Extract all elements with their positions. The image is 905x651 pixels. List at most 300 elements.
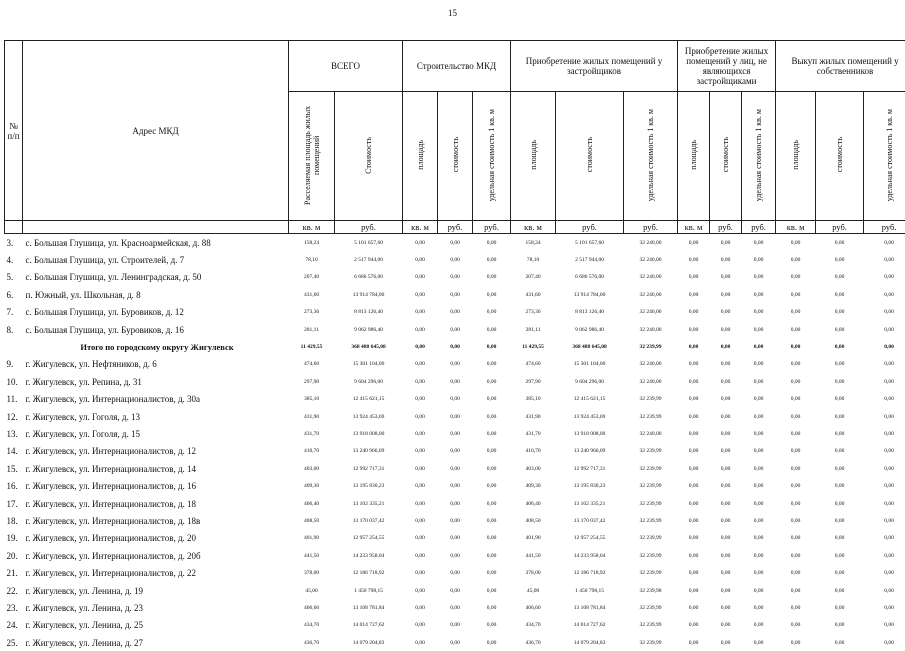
header-group-non-developers: Приобретение жилых помещений у лиц, не являющихся застройщиками bbox=[678, 41, 776, 92]
value-cell: 12 957 254,55 bbox=[335, 530, 403, 547]
value-cell: 0,00 bbox=[403, 408, 438, 425]
value-cell: 431,90 bbox=[511, 408, 556, 425]
value-cell: 0,00 bbox=[678, 617, 710, 634]
value-cell: 0,00 bbox=[678, 512, 710, 529]
value-cell: 0,00 bbox=[710, 617, 742, 634]
row-number: 9. bbox=[5, 356, 23, 373]
value-cell: 13 240 966,09 bbox=[335, 443, 403, 460]
value-cell: 32 239,99 bbox=[624, 477, 678, 494]
value-cell: 0,00 bbox=[403, 512, 438, 529]
value-cell: 436,70 bbox=[511, 634, 556, 651]
value-cell: 0,00 bbox=[710, 356, 742, 373]
value-cell: 0,00 bbox=[678, 373, 710, 390]
sub-header-cell bbox=[335, 92, 403, 221]
value-cell: 0,00 bbox=[776, 582, 816, 599]
value-cell: 0,00 bbox=[816, 547, 864, 564]
value-cell: 0,00 bbox=[403, 356, 438, 373]
value-cell: 0,00 bbox=[473, 564, 511, 581]
value-cell: 0,00 bbox=[864, 582, 905, 599]
value-cell: 0,00 bbox=[742, 286, 776, 303]
row-address: г. Жигулевск, ул. Интернационалистов, д. 18 bbox=[23, 495, 289, 512]
value-cell: 15 301 104,00 bbox=[335, 356, 403, 373]
unit-cell: руб. bbox=[438, 221, 473, 234]
value-cell: 0,00 bbox=[403, 547, 438, 564]
table-row bbox=[5, 460, 905, 477]
value-cell: 406,40 bbox=[289, 495, 335, 512]
value-cell: 0,00 bbox=[438, 512, 473, 529]
value-cell: 0,00 bbox=[438, 251, 473, 268]
value-cell: 6 686 576,00 bbox=[335, 269, 403, 286]
value-cell: 12 186 718,92 bbox=[335, 564, 403, 581]
row-number: 15. bbox=[5, 460, 23, 477]
value-cell: 0,00 bbox=[678, 530, 710, 547]
value-cell: 0,00 bbox=[742, 304, 776, 321]
value-cell: 0,00 bbox=[710, 477, 742, 494]
value-cell: 410,70 bbox=[289, 443, 335, 460]
value-cell: 0,00 bbox=[742, 564, 776, 581]
value-cell: 0,00 bbox=[473, 269, 511, 286]
value-cell: 0,00 bbox=[742, 582, 776, 599]
value-cell: 297,90 bbox=[289, 373, 335, 390]
unit-cell: кв. м bbox=[403, 221, 438, 234]
sub-header-label: Расселяемая площадь жилых помещений bbox=[303, 93, 321, 217]
value-cell: 378,00 bbox=[289, 564, 335, 581]
value-cell: 0,00 bbox=[864, 634, 905, 651]
value-cell: 273,36 bbox=[511, 304, 556, 321]
value-cell: 406,60 bbox=[511, 599, 556, 616]
value-cell: 1 450 798,15 bbox=[556, 582, 624, 599]
unit-cell: руб. bbox=[556, 221, 624, 234]
value-cell: 0,00 bbox=[438, 443, 473, 460]
table-row bbox=[5, 443, 905, 460]
value-cell: 0,00 bbox=[710, 269, 742, 286]
value-cell: 0,00 bbox=[678, 338, 710, 355]
resettlement-table bbox=[4, 40, 905, 651]
value-cell: 45,00 bbox=[511, 582, 556, 599]
value-cell: 32 239,99 bbox=[624, 547, 678, 564]
value-cell: 0,00 bbox=[438, 425, 473, 442]
value-cell: 9 062 986,40 bbox=[556, 321, 624, 338]
sub-header-label: удельная стоимость 1 кв. м bbox=[754, 109, 763, 201]
value-cell: 6 686 576,00 bbox=[556, 269, 624, 286]
row-number: 18. bbox=[5, 512, 23, 529]
row-address: г. Жигулевск, ул. Интернационалистов, д. 12 bbox=[23, 443, 289, 460]
value-cell: 0,00 bbox=[438, 634, 473, 651]
value-cell: 0,00 bbox=[678, 234, 710, 252]
value-cell: 0,00 bbox=[403, 321, 438, 338]
value-cell: 0,00 bbox=[403, 391, 438, 408]
value-cell: 0,00 bbox=[473, 338, 511, 355]
row-number: 23. bbox=[5, 599, 23, 616]
row-address: с. Большая Глушица, ул. Строителей, д. 7 bbox=[23, 251, 289, 268]
value-cell: 9 062 986,40 bbox=[335, 321, 403, 338]
row-address: г. Жигулевск, ул. Репина, д. 31 bbox=[23, 373, 289, 390]
value-cell: 0,00 bbox=[864, 356, 905, 373]
value-cell: 0,00 bbox=[816, 408, 864, 425]
value-cell: 0,00 bbox=[864, 460, 905, 477]
value-cell: 13 195 830,23 bbox=[335, 477, 403, 494]
value-cell: 9 604 296,00 bbox=[335, 373, 403, 390]
value-cell: 0,00 bbox=[776, 512, 816, 529]
unit-cell: руб. bbox=[864, 221, 905, 234]
row-address: г. Жигулевск, ул. Интернационалистов, д. 16 bbox=[23, 477, 289, 494]
value-cell: 0,00 bbox=[473, 391, 511, 408]
value-cell: 0,00 bbox=[742, 495, 776, 512]
value-cell: 0,00 bbox=[473, 443, 511, 460]
value-cell: 0,00 bbox=[742, 338, 776, 355]
value-cell: 431,60 bbox=[511, 286, 556, 303]
sub-header-cell bbox=[511, 92, 556, 221]
value-cell: 2 517 944,00 bbox=[556, 251, 624, 268]
value-cell: 14 079 204,83 bbox=[335, 634, 403, 651]
value-cell: 0,00 bbox=[473, 495, 511, 512]
sub-header-cell bbox=[473, 92, 511, 221]
row-number: 22. bbox=[5, 582, 23, 599]
value-cell: 0,00 bbox=[776, 460, 816, 477]
value-cell: 0,00 bbox=[678, 547, 710, 564]
value-cell: 0,00 bbox=[473, 617, 511, 634]
row-number: 7. bbox=[5, 304, 23, 321]
value-cell: 0,00 bbox=[742, 391, 776, 408]
value-cell: 0,00 bbox=[473, 477, 511, 494]
value-cell: 0,00 bbox=[678, 599, 710, 616]
value-cell: 0,00 bbox=[864, 373, 905, 390]
value-cell: 0,00 bbox=[403, 373, 438, 390]
value-cell: 13 914 784,00 bbox=[335, 286, 403, 303]
value-cell: 0,00 bbox=[438, 582, 473, 599]
value-cell: 0,00 bbox=[776, 391, 816, 408]
value-cell: 0,00 bbox=[864, 530, 905, 547]
value-cell: 32 239,99 bbox=[624, 443, 678, 460]
value-cell: 0,00 bbox=[678, 321, 710, 338]
value-cell: 431,70 bbox=[289, 425, 335, 442]
value-cell: 0,00 bbox=[710, 495, 742, 512]
value-cell: 0,00 bbox=[776, 286, 816, 303]
table-row bbox=[5, 251, 905, 268]
sub-header-cell bbox=[438, 92, 473, 221]
row-number: 25. bbox=[5, 634, 23, 651]
value-cell: 0,00 bbox=[864, 495, 905, 512]
header-group-developers: Приобретение жилых помещений у застройщиков bbox=[511, 41, 678, 92]
unit-cell: кв. м bbox=[289, 221, 335, 234]
value-cell: 0,00 bbox=[742, 321, 776, 338]
value-cell: 0,00 bbox=[403, 234, 438, 252]
header-address: Адрес МКД bbox=[23, 41, 289, 221]
value-cell: 0,00 bbox=[438, 304, 473, 321]
value-cell: 409,30 bbox=[289, 477, 335, 494]
value-cell: 32 239,99 bbox=[624, 512, 678, 529]
sub-header-label: стоимость bbox=[451, 137, 460, 172]
value-cell: 0,00 bbox=[710, 460, 742, 477]
value-cell: 0,00 bbox=[816, 234, 864, 252]
value-cell: 0,00 bbox=[742, 599, 776, 616]
value-cell: 0,00 bbox=[678, 582, 710, 599]
value-cell: 474,60 bbox=[511, 356, 556, 373]
total-row bbox=[5, 338, 905, 355]
value-cell: 13 102 335,21 bbox=[335, 495, 403, 512]
value-cell: 0,00 bbox=[710, 530, 742, 547]
value-cell: 0,00 bbox=[438, 269, 473, 286]
unit-cell: руб. bbox=[473, 221, 511, 234]
value-cell: 32 239,99 bbox=[624, 634, 678, 651]
value-cell: 0,00 bbox=[473, 373, 511, 390]
value-cell: 406,40 bbox=[511, 495, 556, 512]
table-row bbox=[5, 582, 905, 599]
value-cell: 8 813 126,40 bbox=[335, 304, 403, 321]
value-cell: 0,00 bbox=[438, 564, 473, 581]
value-cell: 0,00 bbox=[438, 530, 473, 547]
value-cell: 0,00 bbox=[678, 443, 710, 460]
sub-header-cell bbox=[776, 92, 816, 221]
value-cell: 0,00 bbox=[776, 269, 816, 286]
table-row bbox=[5, 564, 905, 581]
value-cell: 0,00 bbox=[776, 477, 816, 494]
table-row bbox=[5, 512, 905, 529]
value-cell: 0,00 bbox=[864, 617, 905, 634]
value-cell: 0,00 bbox=[403, 599, 438, 616]
value-cell: 32 239,99 bbox=[624, 617, 678, 634]
value-cell: 0,00 bbox=[742, 234, 776, 252]
value-cell: 12 957 254,55 bbox=[556, 530, 624, 547]
value-cell: 0,00 bbox=[776, 425, 816, 442]
sub-header-cell bbox=[289, 92, 335, 221]
table-row bbox=[5, 286, 905, 303]
value-cell: 0,00 bbox=[710, 425, 742, 442]
row-number: 19. bbox=[5, 530, 23, 547]
value-cell: 0,00 bbox=[678, 460, 710, 477]
value-cell: 0,00 bbox=[776, 251, 816, 268]
value-cell: 0,00 bbox=[710, 512, 742, 529]
unit-cell: руб. bbox=[816, 221, 864, 234]
value-cell: 207,40 bbox=[511, 269, 556, 286]
unit-cell: руб. bbox=[742, 221, 776, 234]
row-address: с. Большая Глушица, ул. Красноармейская, д. 88 bbox=[23, 234, 289, 252]
value-cell: 0,00 bbox=[403, 251, 438, 268]
value-cell: 0,00 bbox=[710, 443, 742, 460]
row-address: г. Жигулевск, ул. Ленина, д. 25 bbox=[23, 617, 289, 634]
value-cell: 0,00 bbox=[710, 564, 742, 581]
value-cell: 0,00 bbox=[678, 304, 710, 321]
value-cell: 409,30 bbox=[511, 477, 556, 494]
unit-cell: кв. м bbox=[776, 221, 816, 234]
sub-header-label: удельная стоимость 1 кв. м bbox=[487, 109, 496, 201]
row-number: 17. bbox=[5, 495, 23, 512]
value-cell: 13 924 453,69 bbox=[556, 408, 624, 425]
table-body bbox=[5, 234, 905, 651]
value-cell: 0,00 bbox=[473, 634, 511, 651]
value-cell: 0,00 bbox=[438, 477, 473, 494]
value-cell: 158,24 bbox=[511, 234, 556, 252]
row-number: 3. bbox=[5, 234, 23, 252]
value-cell: 0,00 bbox=[742, 408, 776, 425]
row-address: с. Большая Глушица, ул. Буровиков, д. 12 bbox=[23, 304, 289, 321]
value-cell: 0,00 bbox=[403, 425, 438, 442]
table-row bbox=[5, 408, 905, 425]
value-cell: 13 108 781,84 bbox=[556, 599, 624, 616]
value-cell: 0,00 bbox=[678, 564, 710, 581]
value-cell: 0,00 bbox=[403, 495, 438, 512]
row-address: г. Жигулевск, ул. Гоголя, д. 13 bbox=[23, 408, 289, 425]
value-cell: 0,00 bbox=[776, 356, 816, 373]
sub-header-label: площадь bbox=[791, 140, 800, 170]
value-cell: 0,00 bbox=[403, 443, 438, 460]
value-cell: 436,70 bbox=[289, 634, 335, 651]
row-address: с. Большая Глушица, ул. Буровиков, д. 16 bbox=[23, 321, 289, 338]
table-row bbox=[5, 547, 905, 564]
value-cell: 281,11 bbox=[511, 321, 556, 338]
value-cell: 297,90 bbox=[511, 373, 556, 390]
sub-header-label: удельная стоимость 1 кв. м bbox=[646, 109, 655, 201]
value-cell: 8 813 126,40 bbox=[556, 304, 624, 321]
value-cell: 0,00 bbox=[710, 547, 742, 564]
value-cell: 0,00 bbox=[473, 321, 511, 338]
value-cell: 0,00 bbox=[473, 234, 511, 252]
table-row bbox=[5, 321, 905, 338]
value-cell: 401,90 bbox=[289, 530, 335, 547]
value-cell: 0,00 bbox=[776, 599, 816, 616]
value-cell: 0,00 bbox=[864, 251, 905, 268]
value-cell: 0,00 bbox=[816, 356, 864, 373]
value-cell: 0,00 bbox=[742, 269, 776, 286]
value-cell: 0,00 bbox=[710, 582, 742, 599]
row-number: 16. bbox=[5, 477, 23, 494]
value-cell: 0,00 bbox=[816, 286, 864, 303]
value-cell: 431,60 bbox=[289, 286, 335, 303]
unit-cell: руб. bbox=[624, 221, 678, 234]
value-cell: 0,00 bbox=[864, 408, 905, 425]
value-cell: 0,00 bbox=[710, 599, 742, 616]
value-cell: 0,00 bbox=[438, 495, 473, 512]
value-cell: 0,00 bbox=[742, 617, 776, 634]
value-cell: 32 240,00 bbox=[624, 425, 678, 442]
value-cell: 0,00 bbox=[816, 582, 864, 599]
value-cell: 0,00 bbox=[403, 582, 438, 599]
value-cell: 401,90 bbox=[511, 530, 556, 547]
value-cell: 13 170 037,42 bbox=[556, 512, 624, 529]
value-cell: 0,00 bbox=[403, 269, 438, 286]
page-number: 15 bbox=[0, 8, 905, 18]
value-cell: 0,00 bbox=[864, 234, 905, 252]
value-cell: 13 108 781,84 bbox=[335, 599, 403, 616]
table-row bbox=[5, 391, 905, 408]
value-cell: 0,00 bbox=[678, 425, 710, 442]
value-cell: 0,00 bbox=[710, 391, 742, 408]
value-cell: 0,00 bbox=[776, 617, 816, 634]
value-cell: 0,00 bbox=[816, 251, 864, 268]
sub-header-cell bbox=[403, 92, 438, 221]
value-cell: 0,00 bbox=[710, 251, 742, 268]
table-row bbox=[5, 373, 905, 390]
row-address: г. Жигулевск, ул. Нефтяников, д. 6 bbox=[23, 356, 289, 373]
value-cell: 12 992 717,31 bbox=[335, 460, 403, 477]
value-cell: 5 101 657,60 bbox=[335, 234, 403, 252]
value-cell: 14 014 727,62 bbox=[556, 617, 624, 634]
value-cell: 385,10 bbox=[511, 391, 556, 408]
value-cell: 32 239,99 bbox=[624, 599, 678, 616]
row-number: 6. bbox=[5, 286, 23, 303]
value-cell: 0,00 bbox=[473, 599, 511, 616]
value-cell: 0,00 bbox=[776, 304, 816, 321]
row-number bbox=[5, 338, 23, 355]
sub-header-label: удельная стоимость 1 кв. м bbox=[885, 109, 894, 201]
sub-header-cell bbox=[710, 92, 742, 221]
value-cell: 0,00 bbox=[403, 338, 438, 355]
value-cell: 0,00 bbox=[776, 564, 816, 581]
value-cell: 0,00 bbox=[864, 564, 905, 581]
sub-header-cell bbox=[556, 92, 624, 221]
value-cell: 0,00 bbox=[438, 460, 473, 477]
units-blank-address bbox=[23, 221, 289, 234]
value-cell: 0,00 bbox=[816, 425, 864, 442]
value-cell: 0,00 bbox=[473, 408, 511, 425]
row-number: 4. bbox=[5, 251, 23, 268]
value-cell: 0,00 bbox=[816, 617, 864, 634]
value-cell: 378,00 bbox=[511, 564, 556, 581]
value-cell: 0,00 bbox=[742, 530, 776, 547]
row-number: 8. bbox=[5, 321, 23, 338]
unit-cell: руб. bbox=[335, 221, 403, 234]
value-cell: 45,00 bbox=[289, 582, 335, 599]
row-address: Итого по городскому округу Жигулевск bbox=[23, 338, 289, 355]
row-address: г. Жигулевск, ул. Ленина, д. 23 bbox=[23, 599, 289, 616]
value-cell: 0,00 bbox=[776, 408, 816, 425]
value-cell: 12 415 621,15 bbox=[556, 391, 624, 408]
value-cell: 0,00 bbox=[678, 269, 710, 286]
value-cell: 14 014 727,62 bbox=[335, 617, 403, 634]
value-cell: 0,00 bbox=[816, 269, 864, 286]
header-no: № п/п bbox=[5, 41, 23, 221]
value-cell: 410,70 bbox=[511, 443, 556, 460]
value-cell: 0,00 bbox=[473, 512, 511, 529]
value-cell: 0,00 bbox=[678, 286, 710, 303]
table-row bbox=[5, 234, 905, 252]
sub-header-cell bbox=[624, 92, 678, 221]
value-cell: 32 240,00 bbox=[624, 321, 678, 338]
value-cell: 0,00 bbox=[473, 460, 511, 477]
value-cell: 0,00 bbox=[473, 582, 511, 599]
table-row bbox=[5, 477, 905, 494]
row-address: г. Жигулевск, ул. Интернационалистов, д. 30а bbox=[23, 391, 289, 408]
value-cell: 0,00 bbox=[438, 599, 473, 616]
value-cell: 32 240,00 bbox=[624, 373, 678, 390]
value-cell: 0,00 bbox=[776, 495, 816, 512]
value-cell: 0,00 bbox=[710, 634, 742, 651]
table-row bbox=[5, 617, 905, 634]
value-cell: 2 517 944,00 bbox=[335, 251, 403, 268]
value-cell: 0,00 bbox=[864, 477, 905, 494]
value-cell: 0,00 bbox=[403, 634, 438, 651]
value-cell: 441,50 bbox=[511, 547, 556, 564]
value-cell: 13 914 784,00 bbox=[556, 286, 624, 303]
row-address: с. Большая Глушица, ул. Ленинградская, д. 50 bbox=[23, 269, 289, 286]
value-cell: 0,00 bbox=[864, 338, 905, 355]
value-cell: 0,00 bbox=[776, 234, 816, 252]
row-number: 13. bbox=[5, 425, 23, 442]
value-cell: 0,00 bbox=[864, 443, 905, 460]
value-cell: 385,10 bbox=[289, 391, 335, 408]
value-cell: 0,00 bbox=[678, 634, 710, 651]
row-number: 12. bbox=[5, 408, 23, 425]
value-cell: 32 239,98 bbox=[624, 582, 678, 599]
sub-header-cell bbox=[864, 92, 905, 221]
value-cell: 0,00 bbox=[403, 477, 438, 494]
value-cell: 0,00 bbox=[816, 564, 864, 581]
value-cell: 32 239,99 bbox=[624, 338, 678, 355]
value-cell: 0,00 bbox=[816, 530, 864, 547]
value-cell: 0,00 bbox=[473, 547, 511, 564]
sub-header-label: площадь bbox=[529, 140, 538, 170]
value-cell: 0,00 bbox=[678, 356, 710, 373]
